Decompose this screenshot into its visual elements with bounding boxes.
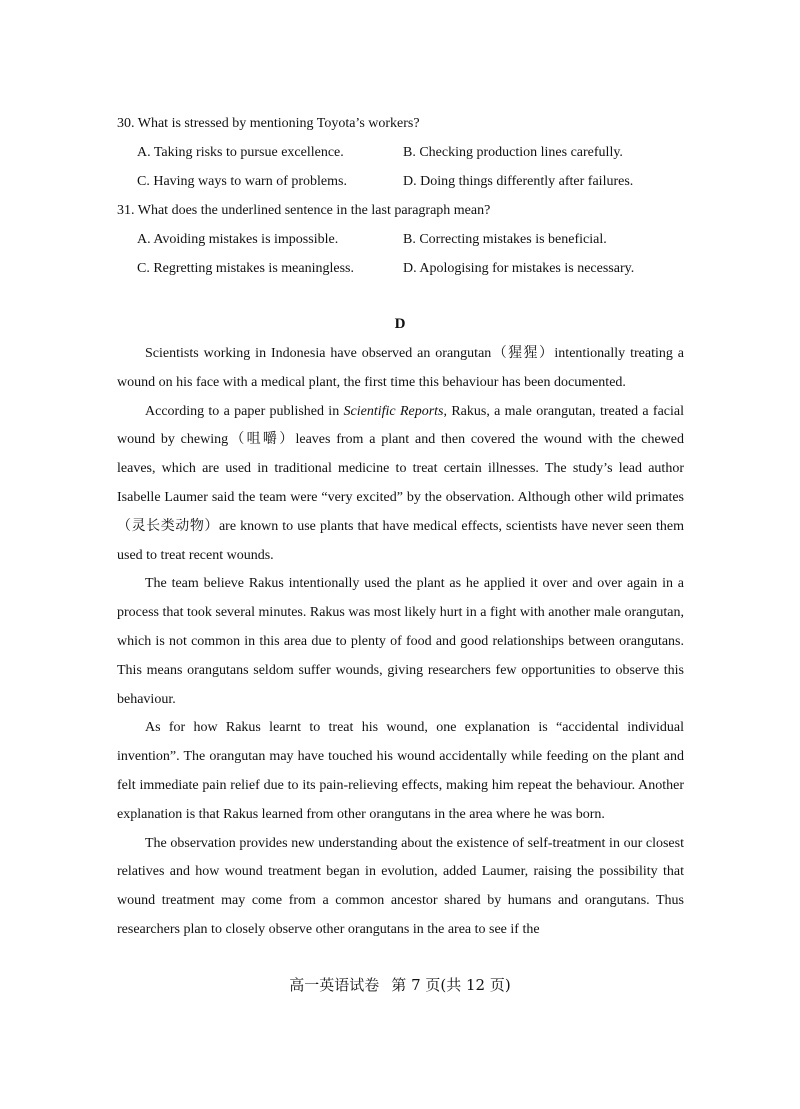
question-31-option-a: A. Avoiding mistakes is impossible. [137, 232, 339, 247]
page-footer [0, 974, 800, 995]
exam-title: 高一英语试卷 [289, 976, 380, 994]
question-30-option-d: D. Doing things differently after failures. [403, 174, 634, 189]
question-30-option-b: B. Checking production lines carefully. [403, 145, 623, 160]
question-30-option-a: A. Taking risks to pursue excellence. [137, 145, 344, 160]
passage-paragraph-3: The team believe Rakus intentionally used the plant as he applied it over and over again in a process that took several minutes. Rakus was most likely hurt in a fight with another male orangutan, which is not common in this area due to plenty of food and good relationships between orangutans. This means orangutans seldom suffer wounds, giving researchers few opportunities to observe this behaviour. [117, 576, 684, 707]
passage-paragraph-1: Scientists working in Indonesia have observed an orangutan（猩猩）intentionally treating a wound on his face with a medical plant, the first time this behaviour has been documented. [117, 346, 684, 390]
paragraph-2-lead: According to a paper published in [145, 403, 344, 419]
question-31-stem: 31. What does the underlined sentence in the last paragraph mean? [117, 203, 491, 218]
passage-paragraph-5: The observation provides new understanding about the existence of self-treatment in our closest relatives and how wound treatment began in evolution, added Laumer, raising the possibility that wound treatment may come from a common ancestor shared by humans and orangutans. Thus researchers plan to closely observe other orangutans in the area to see if the [117, 835, 684, 937]
page-number: 第 7 页(共 12 页) [391, 976, 511, 994]
question-31-option-b: B. Correcting mistakes is beneficial. [403, 232, 607, 247]
passage-paragraph-2 [117, 398, 684, 571]
question-30-option-c: C. Having ways to warn of problems. [137, 174, 347, 189]
question-31-option-c: C. Regretting mistakes is meaningless. [137, 261, 354, 276]
question-31-option-d: D. Apologising for mistakes is necessary. [403, 261, 635, 276]
paragraph-2-body: , Rakus, a male orangutan, treated a facial wound by chewing（咀嚼）leaves from a plant and then covered the wound with the chewed leaves, which are used in traditional medicine to treat certain illnesses. The study’s lead author Isabelle Laumer said the team were “very excited” by the observation. Although other wild primates（灵长类动物）are known to use plants that have medical effects, scientists have never seen them used to treat recent wounds. [117, 403, 684, 563]
question-30-stem: 30. What is stressed by mentioning Toyota’s workers? [117, 116, 420, 131]
reading-passage [117, 340, 684, 945]
journal-title: Scientific Reports [343, 403, 444, 419]
passage-paragraph-4: As for how Rakus learnt to treat his wound, one explanation is “accidental individual invention”. The orangutan may have touched his wound accidentally while feeding on the plant and felt immediate pain relief due to its pain-relieving effects, making him repeat the behaviour. Another explanation is that Rakus learned from other orangutans in the area where he was born. [117, 720, 684, 822]
section-heading: D [394, 316, 406, 332]
